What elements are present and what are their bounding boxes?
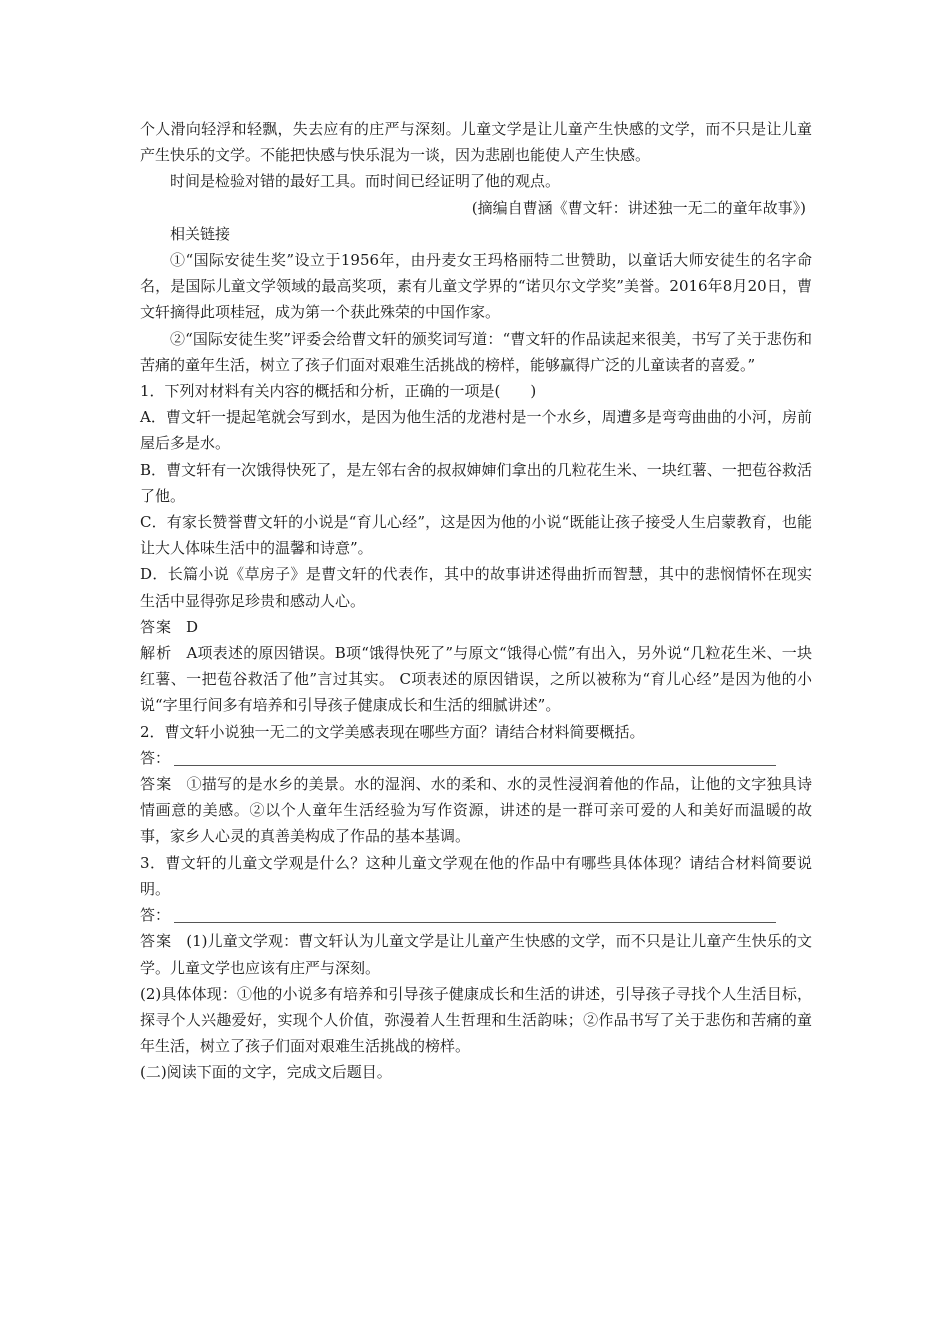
intro-paragraph-1: 个人滑向轻浮和轻飘，失去应有的庄严与深刻。儿童文学是让儿童产生快感的文学，而不只是让儿童产生快乐的文学。不能把快感与快乐混为一谈，因为悲剧也能使人产生快感。 xyxy=(140,120,812,165)
answer-text: ①描写的是水乡的美景。水的湿润、水的柔和、水的灵性浸润着他的作品，让他的文字独具诗情画意的美感。②以个人童年生活经验为写作资源，讲述的是一群可亲可爱的人和美好而温暖的故事，家乡人心灵的真善美构成了作品的基本基调。 xyxy=(140,775,812,846)
reply-label: 答： xyxy=(140,906,171,925)
analysis-label: 解析 xyxy=(140,644,173,663)
question-3-answer-part-2: (2)具体体现：①他的小说多有培养和引导孩子健康成长和生活的讲述，引导孩子寻找个人生活目标，探寻个人兴趣爱好，实现个人价值，弥漫着人生哲理和生活韵味；②作品书写了关于悲伤和苦痛的童年生活，树立了孩子们面对艰难生活挑战的榜样。 xyxy=(140,984,812,1056)
question-1-option-b: B．曹文轩有一次饿得快死了，是左邻右舍的叔叔婶婶们拿出的几粒花生米、一块红薯、一把苞谷救活了他。 xyxy=(140,460,812,505)
question-2-answer xyxy=(140,771,812,850)
question-1-option-c: C．有家长赞誉曹文轩的小说是“育儿心经”，这是因为他的小说“既能让孩子接受人生启蒙教育，也能让大人体味生活中的温馨和诗意”。 xyxy=(140,513,812,558)
question-1-stem: 1．下列对材料有关内容的概括和分析，正确的一项是( ) xyxy=(140,382,537,401)
answer-value: D xyxy=(186,617,199,636)
question-3-stem: 3．曹文轩的儿童文学观是什么？这种儿童文学观在他的作品中有哪些具体体现？请结合材料简要说明。 xyxy=(140,853,812,898)
source-citation: (摘编自曹涵《曹文轩：讲述独一无二的童年故事》) xyxy=(471,198,806,217)
question-3-answer-field[interactable] xyxy=(140,902,812,928)
question-3-answer-part-1 xyxy=(140,928,812,980)
answer-label: 答案 xyxy=(140,932,173,951)
answer-text: (1)儿童文学观：曹文轩认为儿童文学是让儿童产生快感的文学，而不只是让儿童产生快乐的文学。儿童文学也应该有庄严与深刻。 xyxy=(140,932,812,977)
answer-label: 答案 xyxy=(140,775,173,794)
question-2-stem: 2．曹文轩小说独一无二的文学美感表现在哪些方面？请结合材料简要概括。 xyxy=(140,722,645,741)
question-2-answer-field[interactable] xyxy=(140,745,812,771)
question-1-answer xyxy=(140,614,812,640)
intro-paragraph-2: 时间是检验对错的最好工具。而时间已经证明了他的观点。 xyxy=(170,172,561,191)
related-link-item-1: ①“国际安徒生奖”设立于1956年，由丹麦女王玛格丽特二世赞助，以童话大师安徒生的名字命名，是国际儿童文学领域的最高奖项，素有儿童文学界的“诺贝尔文学奖”美誉。2016年8月20日，曹文轩摘得此项桂冠，成为第一个获此殊荣的中国作家。 xyxy=(140,251,812,322)
question-1-analysis xyxy=(140,640,812,719)
next-section-heading: (二)阅读下面的文字，完成文后题目。 xyxy=(140,1063,392,1082)
answer-underline[interactable] xyxy=(174,904,776,923)
reply-label: 答： xyxy=(140,748,171,767)
answer-underline[interactable] xyxy=(174,747,776,766)
analysis-text: A项表述的原因错误。B项“饿得快死了”与原文“饿得心慌”有出入，另外说“几粒花生米、一块红薯、一把苞谷救活了他”言过其实。 C项表述的原因错误，之所以被称为“育儿心经”是因为他的小说“字里行间多有培养和引导孩子健康成长和生活的细腻讲述”。 xyxy=(140,644,812,715)
question-1-option-d: D．长篇小说《草房子》是曹文轩的代表作，其中的故事讲述得曲折而智慧，其中的悲悯情怀在现实生活中显得弥足珍贵和感动人心。 xyxy=(140,565,812,610)
related-link-item-2: ②“国际安徒生奖”评委会给曹文轩的颁奖词写道：“曹文轩的作品读起来很美，书写了关于悲伤和苦痛的童年生活，树立了孩子们面对艰难生活挑战的榜样，能够赢得广泛的儿童读者的喜爱。” xyxy=(140,329,812,374)
answer-label: 答案 xyxy=(140,617,173,636)
related-links-heading: 相关链接 xyxy=(170,224,231,243)
question-1-option-a: A．曹文轩一提起笔就会写到水，是因为他生活的龙港村是一个水乡，周遭多是弯弯曲曲的小河，房前屋后多是水。 xyxy=(140,408,812,453)
document-page xyxy=(140,116,812,1086)
